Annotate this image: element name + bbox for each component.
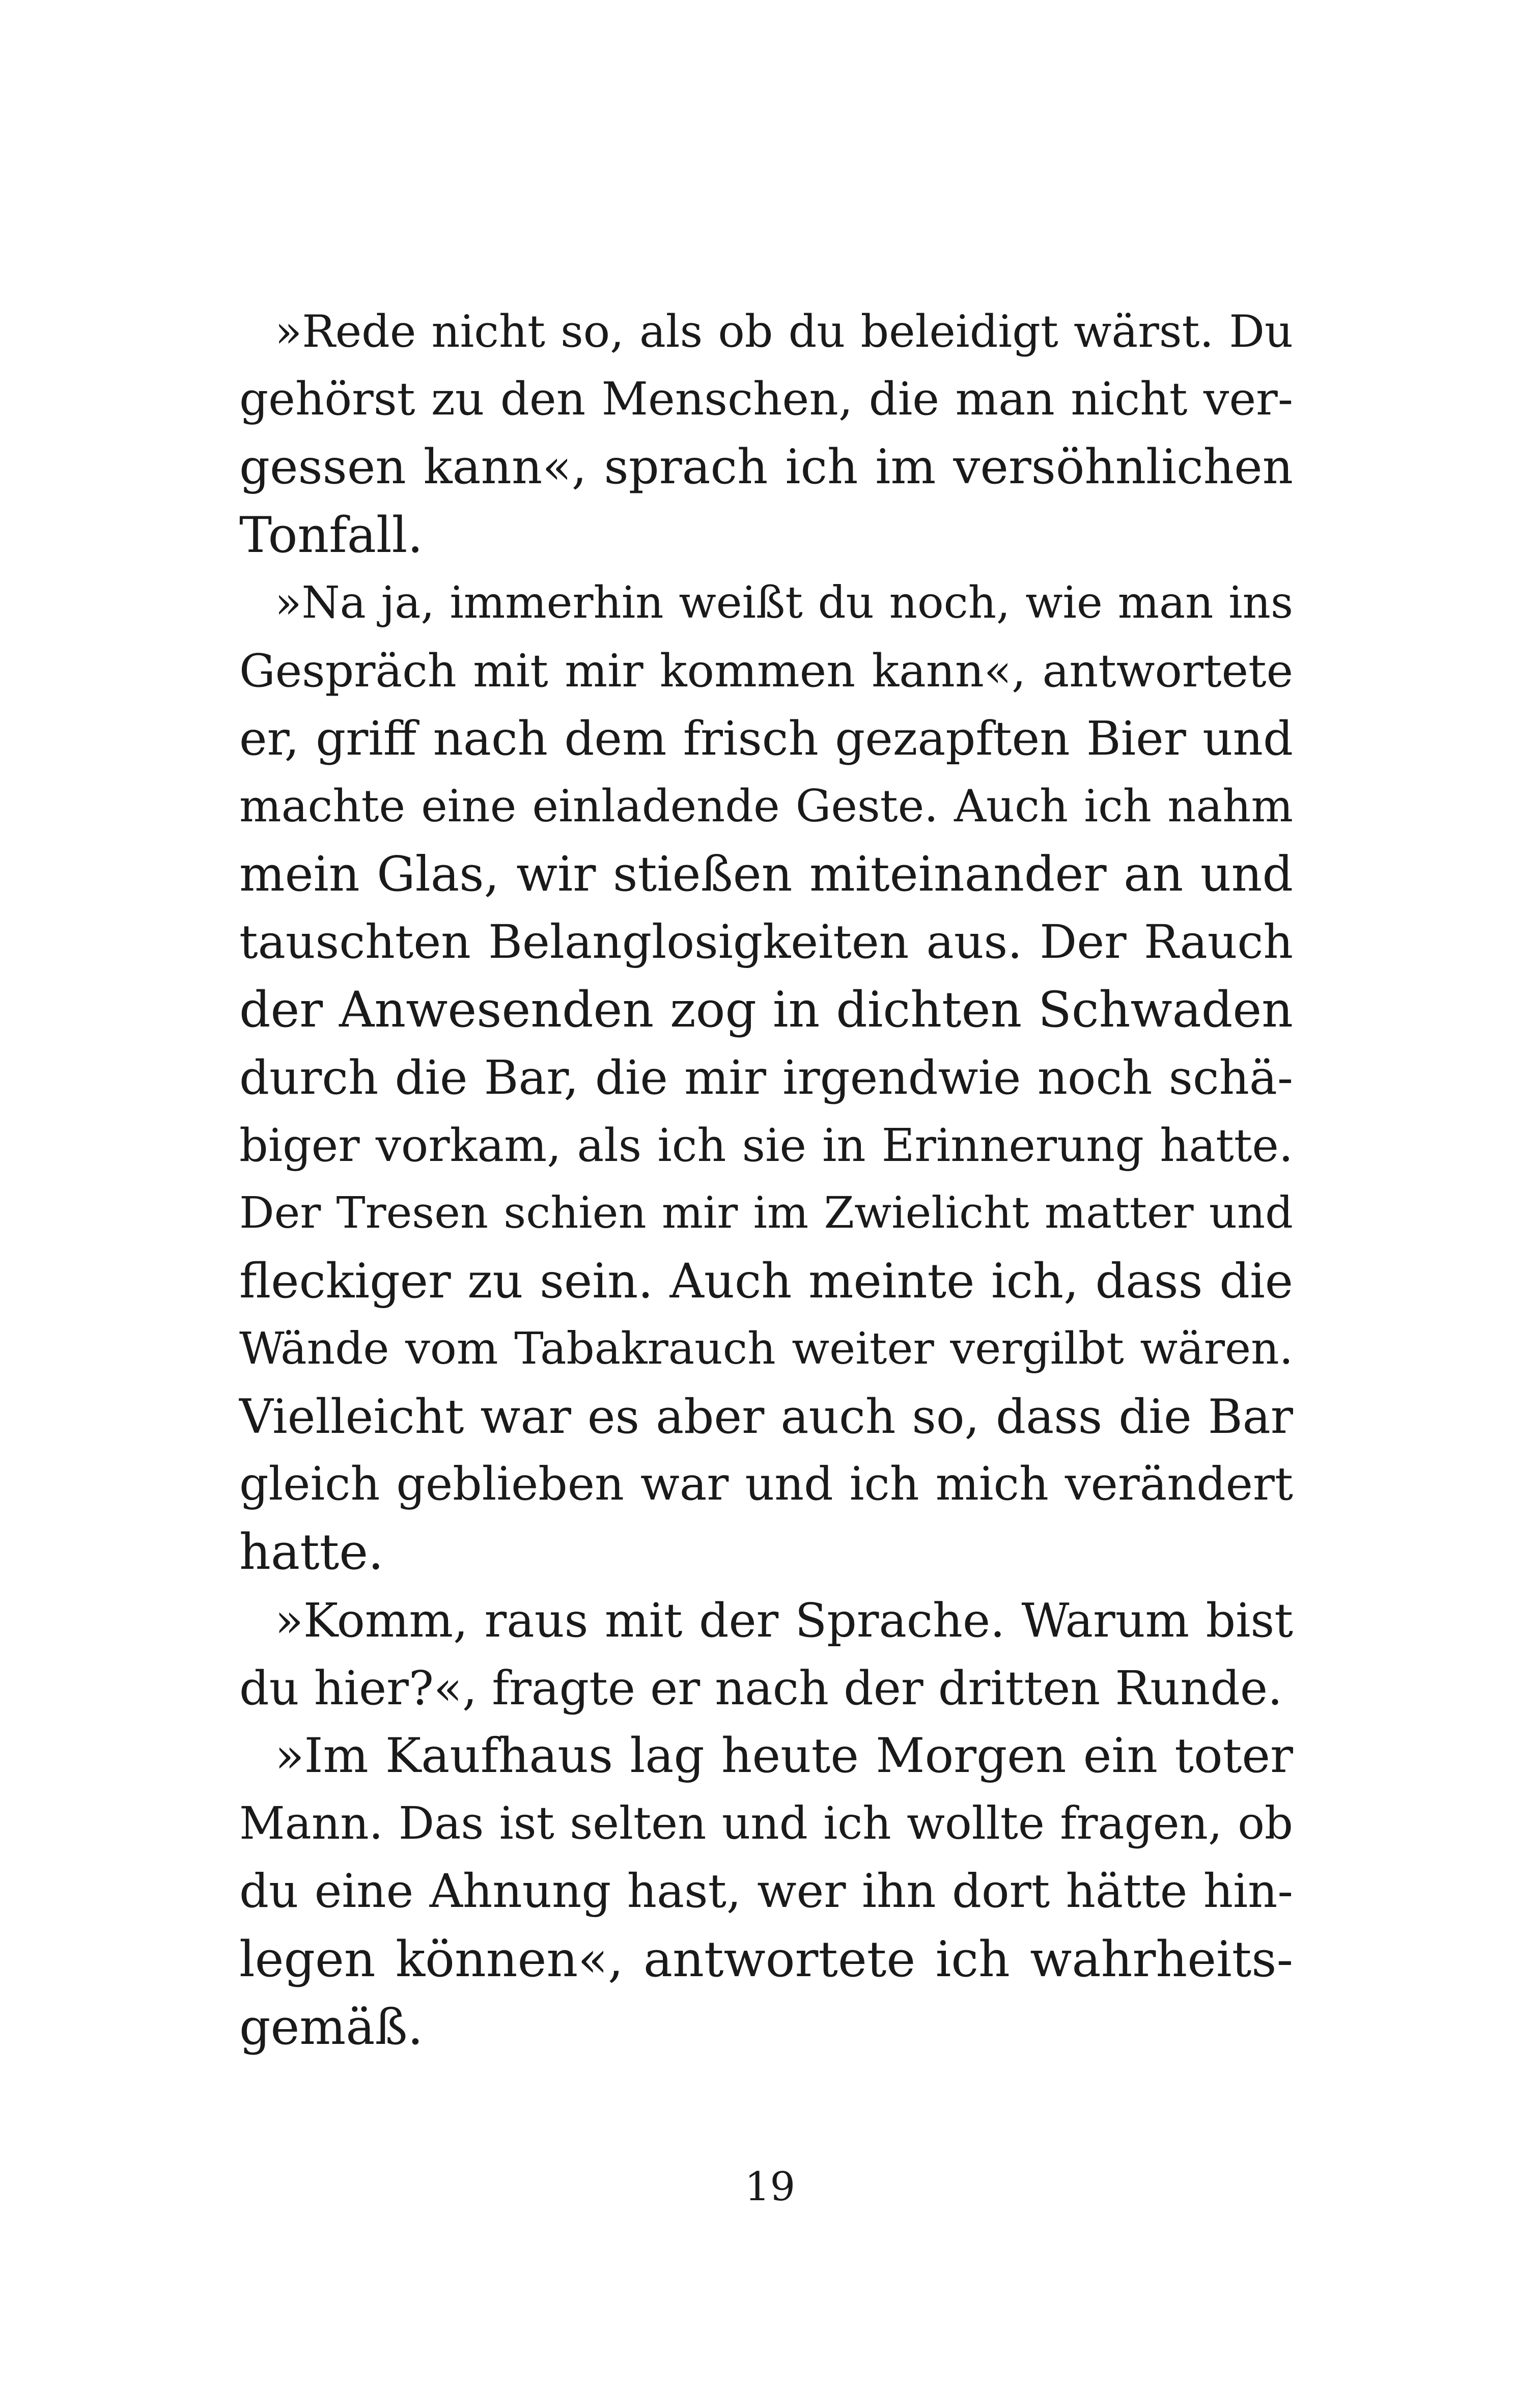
body-text (239, 298, 1293, 2061)
text-line: Mann. Das ist selten und ich wollte fragen, ob (239, 1797, 1293, 1850)
text-line: Wände vom Tabakrauch weiter vergilbt wären. (239, 1323, 1293, 1374)
text-line: gessen kann«, sprach ich im versöhnlichen (239, 439, 1293, 495)
text-line: hatte. (239, 1524, 384, 1581)
text-line: gemäß. (239, 1998, 424, 2056)
text-line: gehörst zu den Menschen, die man nicht ver- (239, 373, 1293, 426)
text-line: machte eine einladende Geste. Auch ich nahm (239, 780, 1293, 833)
text-line: Tonfall. (239, 506, 423, 564)
text-line: biger vorkam, als ich sie in Erinnerung hatte. (239, 1119, 1293, 1172)
text-line: Vielleicht war es aber auch so, dass die Bar (239, 1389, 1293, 1444)
text-line: »Rede nicht so, als ob du beleidigt wärst. Du (275, 306, 1293, 357)
text-line: durch die Bar, die mir irgendwie noch schä- (239, 1050, 1293, 1105)
text-line: mein Glas, wir stießen miteinander an und (239, 846, 1293, 902)
text-line: der Anwesenden zog in dichten Schwaden (239, 981, 1293, 1038)
page-number: 19 (744, 2164, 796, 2210)
text-line: du hier?«, fragte er nach der dritten Runde. (239, 1660, 1283, 1715)
text-line: fleckiger zu sein. Auch meinte ich, dass die (239, 1253, 1293, 1309)
text-line: »Komm, raus mit der Sprache. Warum bist (275, 1593, 1293, 1648)
text-line: er, griff nach dem frisch gezapften Bier und (239, 711, 1293, 766)
text-line: gleich geblieben war und ich mich verändert (239, 1458, 1293, 1511)
text-line: Der Tresen schien mir im Zwielicht matter und (239, 1187, 1293, 1239)
text-line: legen können«, antwortete ich wahrheits- (239, 1930, 1293, 1988)
text-line: »Im Kaufhaus lag heute Morgen ein toter (275, 1728, 1293, 1784)
text-line: »Na ja, immerhin weißt du noch, wie man ins (275, 577, 1293, 628)
text-line: Gespräch mit mir kommen kann«, antwortete (239, 644, 1293, 697)
text-line: du eine Ahnung hast, wer ihn dort hätte hin- (239, 1865, 1293, 1919)
text-line: tauschten Belanglosigkeiten aus. Der Rauch (239, 915, 1293, 969)
